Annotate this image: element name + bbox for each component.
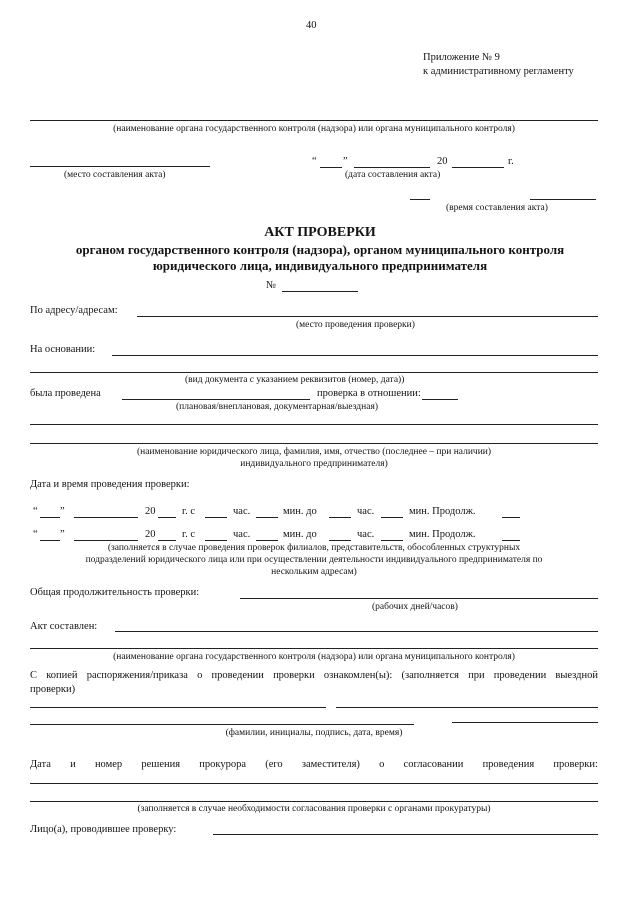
copy-word: С — [30, 670, 38, 681]
row1-duration-line[interactable] — [502, 517, 520, 518]
entity-caption-2: индивидуального предпринимателя) — [240, 459, 388, 469]
act-number-line[interactable] — [282, 291, 358, 292]
row1-year-prefix: 20 — [145, 506, 156, 517]
row1-day-line[interactable] — [40, 517, 60, 518]
inspector-label: Лицо(а), проводившее проверку: — [30, 824, 177, 835]
conducted-label: была проведена — [30, 388, 101, 399]
working-days-caption: (рабочих дней/часов) — [372, 602, 458, 612]
place-caption: (место составления акта) — [64, 170, 166, 180]
address-label: По адресу/адресам: — [30, 305, 118, 316]
act-title: АКТ ПРОВЕРКИ — [264, 225, 376, 240]
row2-duration: мин. Продолж. — [409, 529, 476, 540]
prosecutor-word: прокурора — [199, 759, 247, 770]
copy-word: проведении — [211, 670, 264, 681]
time-minutes-line[interactable] — [530, 199, 596, 200]
conducted-line[interactable] — [122, 399, 310, 400]
row1-min-to: мин. до — [283, 506, 317, 517]
row1-hours-1: час. — [233, 506, 251, 517]
row1-g-s: г. с — [182, 506, 196, 517]
row2-year-prefix: 20 — [145, 529, 156, 540]
page-number: 40 — [306, 20, 317, 31]
copy-word: при — [468, 670, 485, 681]
act-subtitle-1: органом государственного контроля (надзора), органом муниципального контроля — [75, 242, 565, 257]
appendix-line-1: Приложение № 9 — [423, 52, 500, 63]
act-drawn-line-2[interactable] — [30, 648, 598, 649]
row1-hours-2: час. — [357, 506, 375, 517]
copy-sign-line-1[interactable] — [30, 707, 326, 708]
date-caption: (дата составления акта) — [345, 170, 441, 180]
prosecutor-caption: (заполняется в случае необходимости согласования проверки с органами прокуратуры) — [137, 804, 491, 814]
row2-hour-to-line[interactable] — [329, 540, 351, 541]
row2-hours-2: час. — [357, 529, 375, 540]
org-name-caption-2: (наименование органа государственного контроля (надзора) или органа муниципального контроля) — [113, 652, 515, 662]
entity-line-2[interactable] — [30, 443, 598, 444]
row2-g-s: г. с — [182, 529, 196, 540]
basis-line-1[interactable] — [112, 355, 598, 356]
in-relation-line[interactable] — [422, 399, 458, 400]
row1-hour-to-line[interactable] — [329, 517, 351, 518]
inspector-line[interactable] — [213, 834, 598, 835]
act-subtitle-2: юридического лица, индивидуального предпринимателя — [152, 258, 488, 273]
time-hours-line[interactable] — [410, 199, 430, 200]
prosecutor-word: проведения — [482, 759, 535, 770]
copy-intro-tail: проверки) — [30, 684, 76, 695]
row2-min-to-line[interactable] — [381, 540, 403, 541]
copy-word: о — [197, 670, 203, 681]
row2-quote-close: ” — [60, 529, 65, 540]
inspection-type-caption: (плановая/внеплановая, документарная/выездная) — [176, 402, 378, 412]
row2-duration-line[interactable] — [502, 540, 520, 541]
date-day-line[interactable] — [320, 167, 342, 168]
row2-hour-from-line[interactable] — [205, 540, 227, 541]
row1-year-line[interactable] — [158, 517, 176, 518]
row2-min-to: мин. до — [283, 529, 317, 540]
date-year-line[interactable] — [452, 167, 504, 168]
date-month-line[interactable] — [354, 167, 430, 168]
branches-caption-3: нескольким адресам) — [271, 567, 357, 577]
basis-label: На основании: — [30, 344, 96, 355]
act-drawn-label: Акт составлен: — [30, 621, 98, 632]
copy-word: копией — [46, 670, 78, 681]
org-name-line[interactable] — [30, 120, 598, 121]
row1-quote-close: ” — [60, 506, 65, 517]
prosecutor-word: решения — [141, 759, 181, 770]
copy-sign-line-3[interactable] — [30, 724, 414, 725]
in-relation-label: проверка в отношении: — [317, 388, 421, 399]
date-quote-close: ” — [343, 156, 348, 167]
prosecutor-word: (его — [265, 759, 283, 770]
prosecutor-line — [30, 760, 598, 771]
branches-caption-1: (заполняется в случае проведения проверок филиалов, представительств, обособленных структурных — [107, 543, 521, 553]
copy-word: ознакомлен(ы): — [323, 670, 393, 681]
prosecutor-word: номер — [94, 759, 123, 770]
prosecutor-word: о — [379, 759, 385, 770]
prosecutor-word: заместителя) — [301, 759, 360, 770]
prosecutor-word: согласовании — [403, 759, 464, 770]
row1-duration: мин. Продолж. — [409, 506, 476, 517]
total-duration-line[interactable] — [240, 598, 598, 599]
time-caption: (время составления акта) — [446, 203, 548, 213]
row1-min-to-line[interactable] — [381, 517, 403, 518]
row1-min-from-line[interactable] — [256, 517, 278, 518]
copy-sign-line-2[interactable] — [336, 707, 598, 708]
copy-word: (заполняется — [401, 670, 459, 681]
prosecutor-word: и — [70, 759, 76, 770]
basis-line-2[interactable] — [30, 372, 598, 373]
datetime-label: Дата и время проведения проверки: — [30, 479, 190, 490]
place-line[interactable] — [30, 166, 210, 167]
act-drawn-line-1[interactable] — [115, 631, 598, 632]
place-inspection-caption: (место проведения проверки) — [296, 320, 415, 330]
copy-sign-line-4[interactable] — [452, 722, 598, 723]
date-quote-open: “ — [312, 156, 317, 167]
row1-quote-open: “ — [33, 506, 38, 517]
row1-month-line[interactable] — [74, 517, 138, 518]
doc-type-caption: (вид документа с указанием реквизитов (номер, дата)) — [185, 375, 405, 385]
org-name-caption: (наименование органа государственного контроля (надзора) или органа муниципального контроля) — [113, 124, 515, 134]
act-number-label: № — [266, 280, 277, 291]
prosecutor-word: проверки: — [553, 759, 598, 770]
copy-intro-line — [30, 671, 598, 682]
date-g: г. — [508, 156, 514, 167]
entity-caption-1: (наименование юридического лица, фамилия, имя, отчество (последнее – при наличии) — [136, 447, 492, 457]
address-line[interactable] — [137, 316, 598, 317]
copy-word: выездной — [555, 670, 598, 681]
row2-year-line[interactable] — [158, 540, 176, 541]
entity-line-1[interactable] — [30, 424, 598, 425]
appendix-line-2: к административному регламенту — [423, 66, 574, 77]
row2-month-line[interactable] — [74, 540, 138, 541]
row2-day-line[interactable] — [40, 540, 60, 541]
row1-hour-from-line[interactable] — [205, 517, 227, 518]
copy-word: проведении — [493, 670, 547, 681]
branches-caption-2: подразделений юридического лица или при осуществлении деятельности индивидуального предпринимателя по — [85, 555, 543, 565]
row2-min-from-line[interactable] — [256, 540, 278, 541]
row2-quote-open: “ — [33, 529, 38, 540]
row2-hours-1: час. — [233, 529, 251, 540]
prosecutor-line-1[interactable] — [30, 783, 598, 784]
copy-word: распоряжения/приказа — [86, 670, 188, 681]
signature-caption: (фамилии, инициалы, подпись, дата, время) — [225, 728, 403, 738]
copy-word: проверки — [273, 670, 315, 681]
prosecutor-line-2[interactable] — [30, 801, 598, 802]
total-duration-label: Общая продолжительность проверки: — [30, 587, 200, 598]
date-year-prefix: 20 — [437, 156, 448, 167]
prosecutor-word: Дата — [30, 759, 51, 770]
